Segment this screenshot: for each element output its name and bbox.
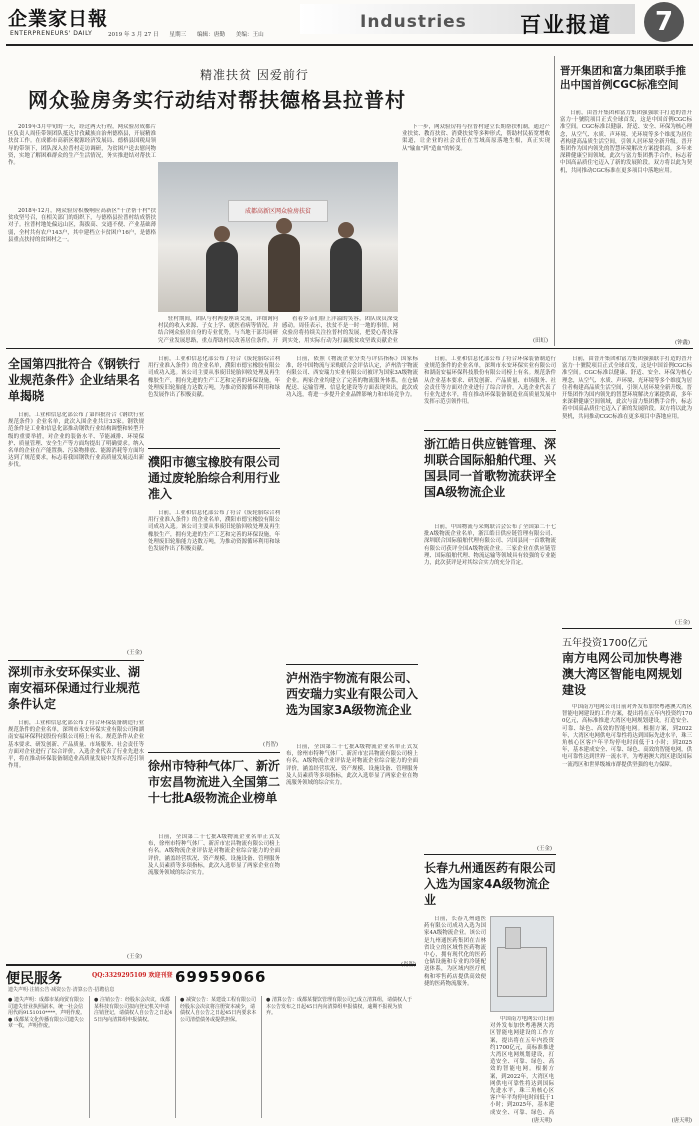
mid-article1-body: 日前，工业和信息化部公布了第四批符合《钢铁行业规范条件》企业名单，此次入围企业共计33家。钢铁规范条件是工业和信息化部推动钢铁行业结构调整和转型升级的重要举措，对企业的装备水平、节能减排、环境保护、质量管理、安全生产等方面均提出了明确要求。纳入名单的企业在产能置换、污染物排放、能源消耗等方面均达到了规范要求，标志着我国钢铁行业高质量发展迈出新步伐。 [8,412,144,469]
page-number: 7 [644,2,684,42]
ad-qq: QQ:3329295109 欢迎刊登 [92,972,173,979]
ad-column: ● 清算公告：成都某餐饮管理有限公司已成立清算组，请债权人于本公告发布之日起45日内向清算组申报债权，逾期不报视为放弃。 [266,997,412,1017]
col3-continued-text: 日前，依照《物流企业分类与评估指标》国家标准，经中国物流与采购联合会评估认定，泸州浩宇物流有限公司、西安瑞力实业有限公司被评为国家3A级物流企业。两家企业均建立了完善的物流服务体系，在仓储配送、运输管理、信息化建设等方面表现突出，此次成功入选，将进一步提升企业品牌影响力和市场竞争力。 [286,356,418,399]
issue-weekday: 星期三 [169,32,187,38]
photo-banner-text: 成都高新区网众验房扶贫 [244,208,311,215]
c4-article2-body: 日前，长春九州通医药有限公司成功入选为国家4A级物流企业。该公司是九州通医药集团在吉林省设立的区域性医药物流中心，拥有现代化的医药仓储设施和专业的冷链配送体系，为区域内医疗机构和零售药店提供高效便捷的医药物流服务。 [424,916,486,987]
section-rule [148,752,280,753]
section-title-en: Industries [360,12,467,32]
person-figure [330,238,362,312]
c4-article1-body: 日前，中国物流与采购联合会公布了全国第二十七批A级物流企业名单，浙江皓日供应链管理有限公司、深圳联合国际船舶代理有限公司、兴国县同一首歌物流有限公司获评全国A级物流企业。三家企业在供应链管理、国际船舶代理、物流运输等领域具有较强的专业能力，此次获评是对其综合实力的充分肯定。 [424,524,556,567]
ad-title: 便民服务 [6,971,62,987]
newspaper-logo-en: ENTERPRENEURS' DAILY [10,30,93,37]
mid-article2-sign: (王金) [127,954,142,960]
c4-article1-title: 浙江皓日供应链管理、深圳联合国际船舶代理、兴国县同一首歌物流获评全国A级物流企业 [424,437,557,499]
ad-column: ● 减资公告：某建设工程有限公司经股东会决议将注册资本减少，请债权人自公告之日起45日内要求本公司清偿债务或提供担保。 [178,996,262,1118]
lead-body-col4: 看着乡亲们脸上洋溢的笑容，团队成员深受感动。周佳表示，扶贫不是一时一地的事情，网众验房将持续关注拉普村的发展，把爱心帮扶落到实处，用实际行动为打赢脱贫攻坚战贡献企业 [282,316,398,344]
ad-phone: 69959066 [175,968,267,986]
right-continued-text: 日前，由晋开集团和富力集团强强联手打造的晋开富力·十號院项目正式全球首发，这是中国首例CGC标准空间。CGC标准以健康、舒适、安全、环保为核心理念，从空气、水质、声环境、光环境等多个维度为居住者构建高品质生活空间，引领人居环境全新升级。晋开集团作为国内领先的智慧环境解决方案提供商，多年来深耕健康空间领域，此次与富力集团携手合作，标志着中国高品质住宅迈入了新的发展阶段。双方将以此为契机，共同推动CGC标准在更多项目中落地应用。 [562,356,692,420]
lead-body-col2: 2018年12月，网众验房积极响应高新区"千企帮千村"扶贫攻坚号召，在相关部门的组织下，与德格县拉普村结成帮扶对子。拉普村地处偏远山区，海拔高、交通不便、产业基础薄弱，全村共有农户143户，其中建档立卡贫困户16户，是德格县重点扶持的贫困村之一。 [8,208,156,243]
c2-article1-sign: (肖智) [263,742,278,748]
right-article1-title: 晋开集团和富力集团联手推出中国首例CGC标准空间 [560,65,686,91]
mid-article1-sign: (王金) [127,650,142,656]
c3-article1-body: 日前，全国第二十七批A级物流企业名单正式发布，徐州市特种气体厂、新沂市宏昌物流有限公司榜上有名。A级物流企业评估是对物流企业综合能力的全面评价，涵盖经营状况、资产规模、设施设备、管理服务及人员素质等多项指标，此次入选彰显了两家企业在物流服务领域的综合实力。 [286,744,418,787]
photo-banner [228,200,328,222]
section-rule [286,664,418,665]
person-figure [268,234,300,312]
ad-subtitle: 遗失声明·注销公告·减资公告·清算公告·招聘信息 [8,987,115,993]
lead-byline: (田虹) [533,338,548,344]
newspaper-logo: 企業家日報 [8,8,109,30]
right-article2-body: 中国南方电网公司日前对外发布加快粤港澳大湾区智能电网建设的工作方案，提出将在五年内投资约1700亿元，高标准推进大湾区电网规划建设，打造安全、可靠、绿色、高效的智能电网。根据方案，到2022年，大湾区电网供电可靠性将达到国际先进水平，珠三角核心区客户年平均停电时间低于1小时；到2025年，基本建成安全、可靠、绿色、高效的智能电网，供电可靠性达到世界一流水平，为粤港澳大湾区建设国际一流湾区和世界级城市群提供坚强的电力保障。 [562,704,692,768]
lead-body-col5: 下一步，网众验房将与拉普村建立长期帮扶机制，通过产业扶贫、教育扶贫、消费扶贫等多种形式，帮助村民拓宽增收渠道，让企业的社会责任在雪域高原落地生根，真正实现从"输血"到"造血"的转变。 [402,124,550,152]
c4-article1-sign: (王金) [537,846,552,852]
c4-article2-title: 长春九州通医药有限公司入选为国家4A级物流企业 [424,861,557,907]
issue-date: 2019 年 3 月 27 日 [108,32,159,38]
section-rule [6,348,693,349]
c2-article2-body: 日前，全国第二十七批A级物流企业名单正式发布，徐州市特种气体厂、新沂市宏昌物流有限公司榜上有名。A级物流企业评估是对物流企业综合能力的全面评价，涵盖经营状况、资产规模、设施设备、管理服务及人员素质等多项指标，此次入选彰显了两家企业在物流服务领域的综合实力。 [148,834,280,877]
right-continued-sign: (王金) [675,620,690,626]
right-article2-sign: (唐天明) [671,1118,692,1124]
issue-editor: 编辑：唐勤 [196,32,225,38]
mid-article1-title: 全国第四批符合《钢铁行业规范条件》企业结果名单揭晓 [8,357,141,403]
lead-body-col3: 驻村期间，团队与村两委座谈交流，详细询问村民的收入来源、子女上学、就医看病等情况，并结合网众验房自身的专业优势，与当地干部共同研究产业发展思路，重点帮助村民改善居住条件，开 [158,316,278,344]
right-article1-body: 日前，由晋开集团和富力集团强强联手打造的晋开富力·十號院项目正式全球首发，这是中国首例CGC标准空间。CGC标准以健康、舒适、安全、环保为核心理念，从空气、水质、声环境、光环境等多个维度为居住者构建高品质生活空间，引领人居环境全新升级。晋开集团作为国内领先的智慧环境解决方案提供商，多年来深耕健康空间领域，此次与富力集团携手合作，标志着中国高品质住宅迈入了新的发展阶段。双方将以此为契机，共同推动CGC标准在更多项目中落地应用。 [560,110,692,174]
issue-designer: 美编：王山 [235,32,264,38]
lead-body-col1: 2019年3月中旬的一天，经过两天行程，网众验房成都片区负责人周佳带领团队抵达甘孜藏族自治州德格县，开展精准扶贫工作。在成都市高新区税源经济发展局、德格县国税局领导的带领下，团队深入拉普村走访调研，为贫困户送去慰问物资，实地了解困难群众的生产生活情况，务实推进结对帮扶工作。 [8,124,156,167]
section-rule [8,660,144,661]
col4-continued-text: 日前，工业和信息化部公布了符合环保装备制造行业规范条件的企业名单，深圳市永安环保实业有限公司和湖南安福环保科技股份有限公司榜上有名。规范条件从企业基本要求、研发创新、产品质量、市场服务、社会责任等方面对企业进行了综合评价，入选企业代表了行业先进水平，将在推动环保装备制造业高质量发展中发挥示范引领作用。 [424,356,556,406]
ad-column: ● 注销公告：经股东会决议，成都某科技有限公司拟向登记机关申请注销登记，请债权人自公告之日起45日内向清算组申报债权。 [92,996,176,1118]
c2-article1-body: 日前，工业和信息化部公布了符合《废轮胎综合利用行业准入条件》的企业名单，濮阳市德宝橡胶有限公司成功入选。该公司主要从事废旧轮胎回收处理及再生橡胶生产，拥有先进的生产工艺和完善的环保设施，年处理废旧轮胎能力达数万吨，为推动资源循环利用和绿色发展作出了积极贡献。 [148,510,280,553]
section-title-cn: 百业报道 [520,13,612,37]
column-divider [554,56,555,346]
c2-article2-title: 徐州市特种气体厂、新沂市宏昌物流进入全国第二十七批A级物流企业榜单 [148,759,281,805]
section-rule [148,448,280,449]
lead-headline: 网众验房务实行动结对帮扶德格县拉普村 [28,88,406,112]
section-rule [424,430,556,431]
lead-kicker: 精准扶贫 因爱前行 [200,68,309,82]
col2-continued-text: 日前，工业和信息化部公布了符合《废轮胎综合利用行业准入条件》的企业名单，濮阳市德宝橡胶有限公司成功入选。该公司主要从事废旧轮胎回收处理及再生橡胶生产，拥有先进的生产工艺和完善的环保设施，年处理废旧轮胎能力达数万吨，为推动资源循环利用和绿色发展作出了积极贡献。 [148,356,280,399]
warehouse-photo [490,916,554,1012]
c3-article1-title: 泸州浩宇物流有限公司、西安瑞力实业有限公司入选为国家3A级物流企业 [286,671,419,717]
ad-top-rule [6,964,416,966]
mid-article2-body: 日前，工业和信息化部公布了符合环保装备制造行业规范条件的企业名单，深圳市永安环保实业有限公司和湖南安福环保科技股份有限公司榜上有名。规范条件从企业基本要求、研发创新、产品质量、市场服务、社会责任等方面对企业进行了综合评价，入选企业代表了行业先进水平，将在推动环保装备制造业高质量发展中发挥示范引领作用。 [8,720,144,770]
lead-photo [158,162,398,312]
section-rule [562,628,692,629]
issue-info [108,30,273,38]
ad-column: ● 遗失声明：成都市某商贸有限公司遗失营业执照副本，统一社会信用代码9151010****，声明作废。● 成都某文化传播有限公司遗失公章一枚，声明作废。 [6,996,90,1118]
c4-article2-body-cont: 中国南方电网公司日前对外发布加快粤港澳大湾区智能电网建设的工作方案，提出将在五年内投资约1700亿元，高标准推进大湾区电网规划建设，打造安全、可靠、绿色、高效的智能电网。根据方案，到2022年，大湾区电网供电可靠性将达到国际先进水平，珠三角核心区客户年平均停电时间低于1小时；到2025年，基本建成安全、可靠、绿色、高 [490,1016,554,1116]
c4-article2-sign: (唐天明) [531,1118,552,1124]
person-figure [206,242,238,312]
masthead-rule [6,44,693,46]
section-rule [424,854,556,855]
building-shape [497,947,547,997]
building-shape [505,927,521,949]
right-article2-kicker: 五年投资1700亿元 [562,638,648,649]
c2-article1-title: 濮阳市德宝橡胶有限公司通过废轮胎综合利用行业准入 [148,455,281,501]
mid-article2-title: 深圳市永安环保实业、湖南安福环保通过行业规范条件认定 [8,665,141,711]
right-article1-sign: (钟鑫) [675,340,690,346]
right-article2-title: 南方电网公司加快粤港澳大湾区智能电网规划建设 [562,651,683,697]
